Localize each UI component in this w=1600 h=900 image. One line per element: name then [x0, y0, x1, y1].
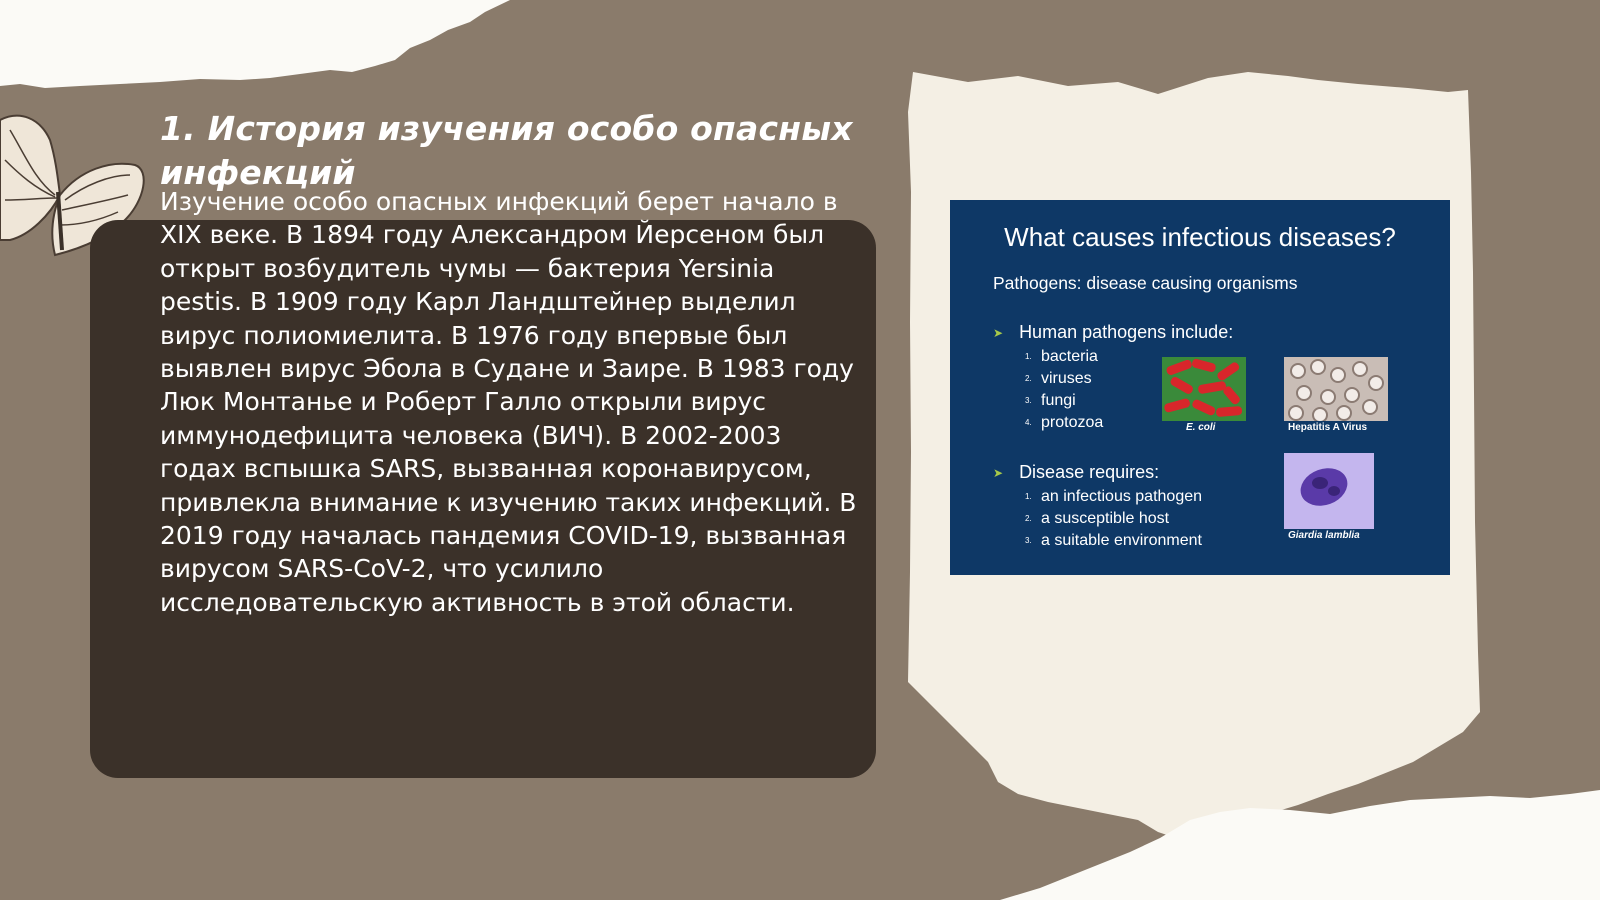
list-item: 2. viruses	[1025, 370, 1092, 387]
bullet-disease-requires	[993, 462, 1159, 483]
list-item: 3. fungi	[1025, 392, 1076, 409]
page-title: 1. История изучения особо опасных инфекций	[160, 109, 853, 192]
embedded-slide-image	[950, 200, 1450, 575]
bullet-heading: Disease requires:	[1019, 462, 1160, 482]
hepatitis-a-virus-caption: Hepatitis A Virus	[1288, 422, 1368, 433]
embedded-slide-subtitle: Pathogens: disease causing organisms	[993, 273, 1298, 293]
hepatitis-a-virus-image	[1284, 357, 1388, 421]
bullet-heading: Human pathogens include:	[1019, 322, 1234, 342]
list-item: 1. bacteria	[1025, 348, 1098, 365]
bullet-human-pathogens	[993, 322, 1233, 343]
list-item: 1. an infectious pathogen	[1025, 488, 1203, 505]
torn-paper-bottom-right	[1000, 790, 1600, 900]
e-coli-caption: E. coli	[1186, 422, 1216, 433]
list-item: 2. a susceptible host	[1025, 510, 1170, 527]
arrow-bullet-icon: ➤	[993, 465, 1004, 480]
embedded-slide-title: What causes infectious diseases?	[1004, 222, 1396, 252]
torn-paper-top-left	[0, 0, 560, 100]
list-item: 3. a suitable environment	[1025, 532, 1202, 549]
arrow-bullet-icon: ➤	[993, 325, 1004, 340]
giardia-lamblia-image	[1284, 453, 1374, 529]
giardia-lamblia-caption: Giardia lamblia	[1288, 530, 1360, 541]
body-paragraph: Изучение особо опасных инфекций берет начало в XIX веке. В 1894 году Александром Йерсеном был открыт возбудитель чумы — бактерия Yersinia pestis. В 1909 году Карл Ландштейнер выделил вирус полиомиелита. В 1976 году впервые был выявлен вирус Эбола в Судане и Заире. В 1983 году Люк Монтанье и Роберт Галло открыли вирус иммунодефицита человека (ВИЧ). В 2002-2003 годах вспышка SARS, вызванная коронавирусом, привлекла внимание к изучению таких инфекций. В 2019 году началась пандемия COVID-19, вызванная вирусом SARS-CoV-2, что усилило исследовательскую активность в этой области.	[160, 187, 857, 617]
e-coli-image	[1162, 357, 1246, 421]
list-item: 4. protozoa	[1025, 414, 1104, 431]
